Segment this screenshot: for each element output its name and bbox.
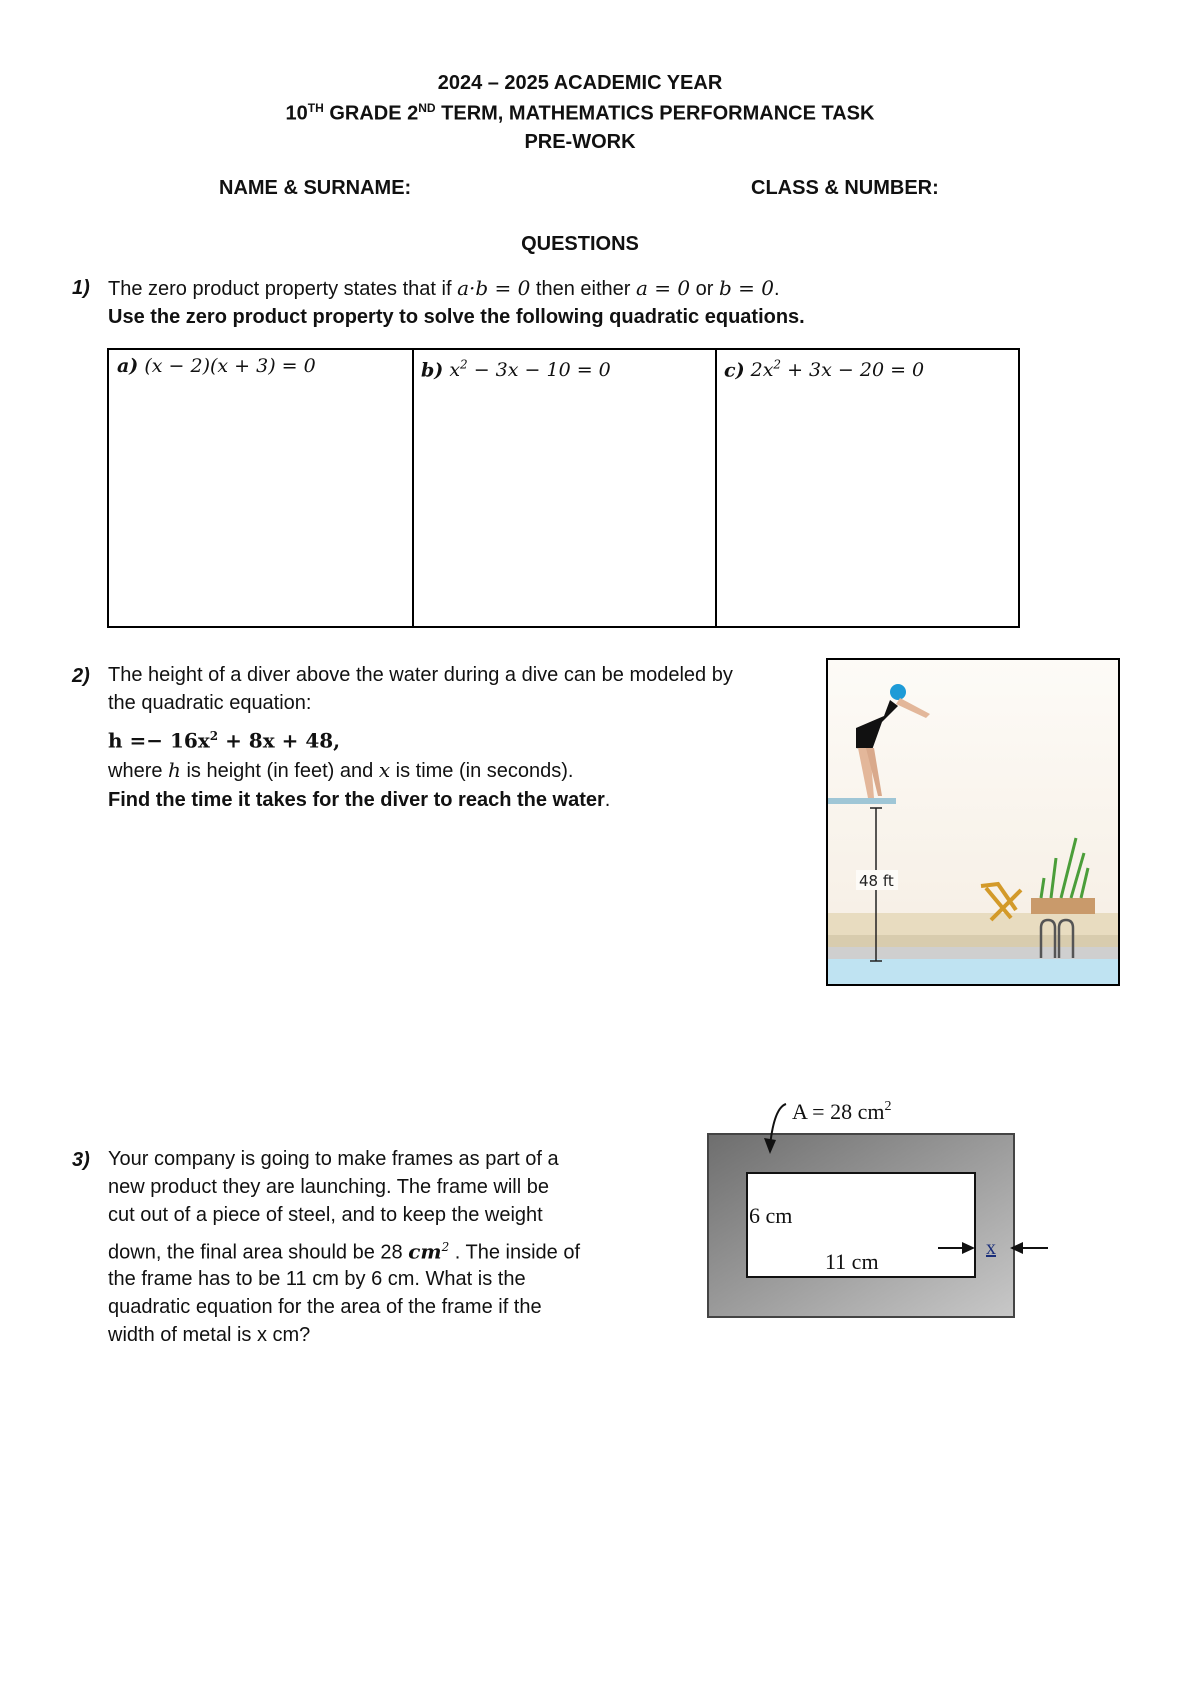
class-label: CLASS & NUMBER: [751,177,939,199]
q2-line1: The height of a diver above the water during a dive can be modeled by [108,664,733,686]
width-label: 11 cm [825,1249,879,1274]
height-label: 48 ft [859,872,894,890]
task-heading: 10TH GRADE 2ND TERM, MATHEMATICS PERFORMANCE TASK [285,101,875,125]
planter-box [1031,898,1095,914]
q3-number: 3) [72,1149,90,1171]
q1-number: 1) [72,277,90,299]
pool-wall [828,947,1118,959]
q1-instruction: Use the zero product property to solve the following quadratic equations. [108,306,805,328]
table-divider [412,350,414,626]
q2-equation: $h =- 16x^2 + 8x + 48$, [108,728,341,753]
q1-answer-table [107,348,1020,628]
q3-line2: new product they are launching. The frame will be [108,1176,549,1198]
name-label: NAME & SURNAME: [219,177,412,199]
year-heading: 2024 – 2025 ACADEMIC YEAR [437,72,723,94]
prework-heading: PRE-WORK [524,131,636,153]
q2-instruction: Find the time it takes for the diver to reach the water. [108,789,611,811]
q3-line1: Your company is going to make frames as part of a [108,1148,559,1170]
q3-line7: width of metal is x cm? [108,1324,311,1346]
pool-water [828,959,1118,984]
questions-title: QUESTIONS [521,233,639,255]
diving-board [828,798,896,804]
swim-cap [890,684,906,700]
q3-line5: the frame has to be 11 cm by 6 cm. What is the [108,1268,526,1290]
height-label: 6 cm [749,1203,793,1228]
x-label: x [986,1237,996,1259]
q3-line4: down, the final area should be 28 $cm^2$ . The inside of [108,1239,581,1264]
area-label: A = 28 $cm^2$ [792,1099,892,1124]
q2-line2: the quadratic equation: [108,692,312,714]
q2-where: where h is height (in feet) and x is time (in seconds). [108,758,574,782]
diver-figure [826,658,1120,986]
part-b-equation: b) $x^2 - 3x - 10 = 0$ [421,358,611,382]
q3-line3: cut out of a piece of steel, and to keep the weight [108,1204,543,1226]
q1-intro: The zero product property states that if a·b = 0 then either a = 0 or b = 0. [108,276,780,300]
part-c-equation: c) $2x^2 + 3x - 20 = 0$ [724,358,925,382]
pool-deck [828,913,1118,935]
pool-edge [828,935,1118,947]
frame-figure [700,1082,1060,1322]
q3-line6: quadratic equation for the area of the frame if the [108,1296,542,1318]
table-divider [715,350,717,626]
part-a-equation: a) (x − 2)(x + 3) = 0 [117,355,316,377]
q2-number: 2) [72,665,90,687]
